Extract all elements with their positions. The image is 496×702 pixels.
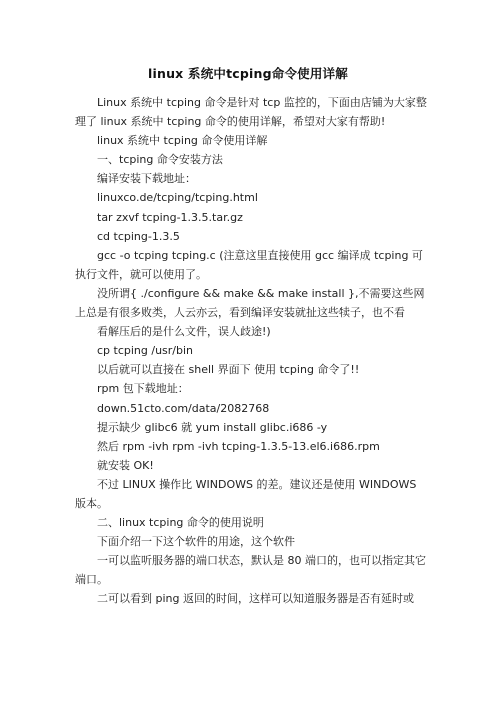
paragraph-command: cp tcping /usr/bin xyxy=(97,344,194,358)
paragraph: rpm 包下载地址： xyxy=(97,382,189,396)
paragraph: 编译安装下载地址： xyxy=(97,172,196,186)
paragraph-intro: Linux 系统中 tcping 命令是针对 tcp 监控的，下面由店铺为大家整理了 linux 系统中 tcping 命令的使用详解，希望对大家有帮助! xyxy=(75,96,427,129)
document-body xyxy=(75,93,427,609)
paragraph-command: tar zxvf tcping-1.3.5.tar.gz xyxy=(97,210,243,224)
paragraph: 就安装 OK! xyxy=(97,458,154,472)
paragraph: 不过 LINUX 操作比 WINDOWS 的差。建议还是使用 WINDOWS 版本。 xyxy=(75,477,417,510)
paragraph: 看解压后的是什么文件，误人歧途!) xyxy=(97,325,271,339)
paragraph-command: 然后 rpm -ivh rpm -ivh tcping-1.3.5-13.el6.i686.rpm xyxy=(97,439,380,453)
paragraph-link: linuxco.de/tcping/tcping.html xyxy=(97,191,258,205)
section-heading-install: 一、tcping 命令安装方法 xyxy=(97,153,223,167)
paragraph: 二可以看到 ping 返回的时间，这样可以知道服务器是否有延时或 xyxy=(97,592,414,606)
paragraph: 一可以监听服务器的端口状态，默认是 80 端口的，也可以指定其它端口。 xyxy=(75,554,426,587)
paragraph: 下面介绍一下这个软件的用途，这个软件 xyxy=(97,535,295,549)
paragraph-heading: linux 系统中 tcping 命令使用详解 xyxy=(97,134,268,148)
document-title: linux 系统中tcping命令使用详解 xyxy=(148,66,348,81)
paragraph-command: gcc -o tcping tcping.c (注意这里直接使用 gcc 编译成 tcping 可执行文件，就可以使用了。 xyxy=(75,248,423,281)
paragraph-command: cd tcping-1.3.5 xyxy=(97,229,180,243)
paragraph: 没所谓{ ./configure && make && make install },不需要这些网上总是有很多败类，人云亦云，看到编译安装就扯这些犊子，也不看 xyxy=(75,286,425,320)
paragraph-link: down.51cto.com/data/2082768 xyxy=(97,401,270,415)
section-heading-usage: 二、linux tcping 命令的使用说明 xyxy=(97,516,264,530)
paragraph: 以后就可以直接在 shell 界面下 使用 tcping 命令了!! xyxy=(97,363,360,377)
paragraph-command: 提示缺少 glibc6 就 yum install glibc.i686 -y xyxy=(97,420,328,434)
